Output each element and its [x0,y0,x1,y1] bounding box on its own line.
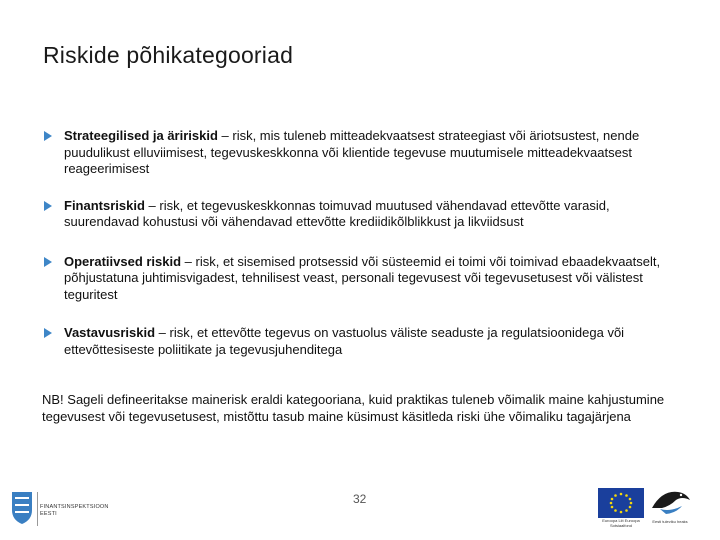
fund-logo [648,486,692,523]
bullet-term: Finantsriskid [64,197,145,213]
page-number: 32 [353,492,367,506]
eu-logo [598,488,644,528]
bullet-arrow-icon [44,328,52,338]
bullet-arrow-icon [44,257,52,267]
bullet-list [42,128,682,358]
bullet-term: Vastavusriskid [64,325,156,340]
bullet-text: – risk, mis tuleneb mitteadekvaatsest strateegiast või äriotsustest, nende puudulikust elluviimisest, tegevuskeskkonna või klientide tegevuse muutumisele mitteadekvaatsest reageerimisest [64,128,640,176]
bullet-text: – risk, et ettevõtte tegevus on vastuolus väliste seaduste ja regulatsioonidega või ettevõttesiseste poliitikate ja tegevusjuhenditega [64,325,625,357]
crest-icon [10,490,34,526]
bullet-text: – risk, et tegevuskeskkonnas toimuvad muutused vähendavad ettevõtte varasid, suurendavad kohustusi või vähendavad ettevõtte krediidikõlblikkust ja likviidsust [64,197,610,229]
bullet-item-compliance [42,325,682,358]
bullet-term: Strateegilised ja äririskid [64,128,218,143]
bullet-item-operational [42,254,682,304]
fund-caption: Eesti tuleviku heaks [652,519,688,524]
logo-divider [37,492,38,526]
bullet-arrow-icon [44,201,52,211]
bullet-term: Operatiivsed riskid [64,253,182,269]
eu-caption: Euroopa Liit Euroopa Sotsiaalfond [602,518,640,528]
bullet-arrow-icon [44,131,52,141]
bullet-item-strategic [42,128,682,178]
bullet-text: – risk, et sisemised protsessid või süsteemid ei toimi või toimivad ebaadekvaatselt, põhjustatuna juhtimisvigadest, tehnilisest veast, personali tegevusest või tegevusetusest või välistest teguritest [64,253,661,302]
note-paragraph: NB! Sageli defineeritakse mainerisk eraldi kategooriana, kuid praktikas tuleneb võimalik maine kahjustumine tegevusest või tegevusetusest, mistõttu tasub maine küsimust käsitleda riski ühe võimaliku tagajärjena [42,392,665,424]
institution-name: FINANTSINSPEKTSIOON EESTI [40,504,109,517]
bullet-item-financial [42,198,682,231]
swallow-icon [648,486,692,518]
institution-logo [10,490,109,531]
eu-flag-icon [598,488,644,518]
slide-title: Riskide põhikategooriad [43,42,294,68]
